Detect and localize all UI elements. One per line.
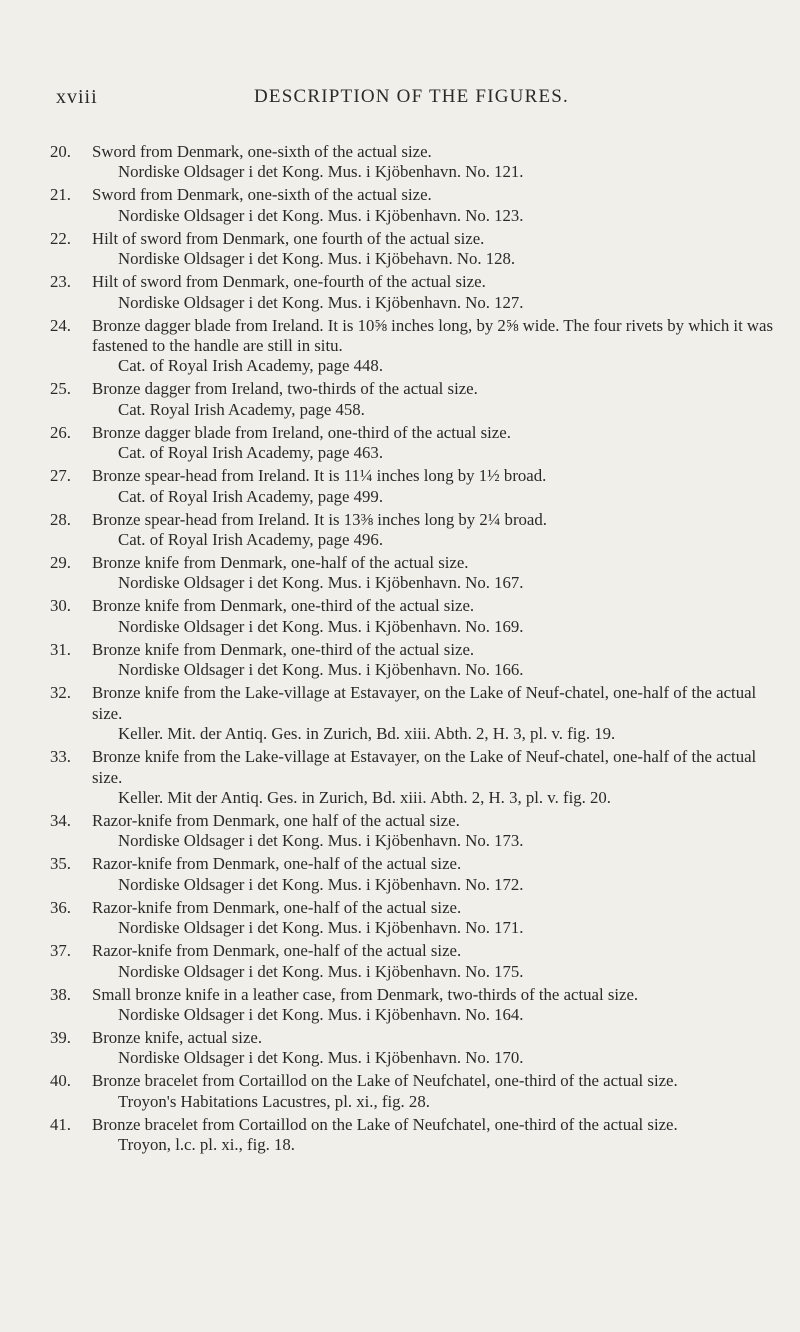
figure-entry xyxy=(50,747,778,808)
figure-reference: Troyon, l.c. pl. xi., fig. 18. xyxy=(118,1135,295,1155)
figure-number: 26. xyxy=(50,422,71,442)
figure-description: Bronze knife from Denmark, one-third of the actual size. xyxy=(92,596,475,616)
figure-description: Sword from Denmark, one-sixth of the actual size. xyxy=(92,185,432,205)
figure-number: 29. xyxy=(50,553,71,573)
figure-entry xyxy=(50,142,778,183)
figure-description: Bronze knife from Denmark, one-third of the actual size. xyxy=(92,639,475,659)
figure-entry xyxy=(50,898,778,939)
figure-entry xyxy=(50,379,778,420)
figure-reference: Nordiske Oldsager i det Kong. Mus. i Kjöbenhavn. No. 171. xyxy=(118,918,524,938)
figure-entry xyxy=(50,1028,778,1069)
figure-entry xyxy=(50,811,778,852)
figure-entry xyxy=(50,272,778,313)
figure-reference: Nordiske Oldsager i det Kong. Mus. i Kjöbenhavn. No. 175. xyxy=(118,961,524,981)
figure-entry xyxy=(50,316,778,377)
figure-number: 28. xyxy=(50,509,71,529)
figure-entry xyxy=(50,1115,778,1156)
figure-reference: Nordiske Oldsager i det Kong. Mus. i Kjöbenhavn. No. 173. xyxy=(118,831,524,851)
page-number: xviii xyxy=(56,86,98,108)
figure-description: Razor-knife from Denmark, one-half of the actual size. xyxy=(92,854,462,874)
figure-number: 38. xyxy=(50,984,71,1004)
figure-description: Hilt of sword from Denmark, one fourth of the actual size. xyxy=(92,228,485,248)
figure-number: 21. xyxy=(50,185,71,205)
figure-description: Razor-knife from Denmark, one-half of the actual size. xyxy=(92,941,462,961)
figure-number: 37. xyxy=(50,941,71,961)
figure-reference: Nordiske Oldsager i det Kong. Mus. i Kjöbenhavn. No. 169. xyxy=(118,616,524,636)
figure-reference: Keller. Mit. der Antiq. Ges. in Zurich, Bd. xiii. Abth. 2, H. 3, pl. v. fig. 19. xyxy=(118,724,616,744)
figure-description: Bronze spear-head from Ireland. It is 13⅜ inches long by 2¼ broad. xyxy=(92,509,547,529)
figure-reference: Cat. of Royal Irish Academy, page 463. xyxy=(118,443,384,463)
figure-number: 20. xyxy=(50,142,71,161)
figure-entry xyxy=(50,510,778,551)
figure-entry xyxy=(50,229,778,270)
figure-number: 32. xyxy=(50,683,71,703)
figure-number: 35. xyxy=(50,854,71,874)
figure-reference: Cat. Royal Irish Academy, page 458. xyxy=(118,399,365,419)
figure-number: 31. xyxy=(50,639,71,659)
figure-description: Bronze knife from Denmark, one-half of the actual size. xyxy=(92,553,469,573)
figure-list xyxy=(50,142,778,1158)
figure-description: Razor-knife from Denmark, one-half of the actual size. xyxy=(92,897,462,917)
figure-number: 25. xyxy=(50,379,71,399)
figure-entry xyxy=(50,985,778,1026)
figure-description: Bronze dagger from Ireland, two-thirds of the actual size. xyxy=(92,379,478,399)
figure-reference: Nordiske Oldsager i det Kong. Mus. i Kjöbenhavn. No. 164. xyxy=(118,1004,524,1024)
figure-reference: Nordiske Oldsager i det Kong. Mus. i Kjöbenhavn. No. 172. xyxy=(118,874,524,894)
figure-number: 39. xyxy=(50,1027,71,1047)
running-head: DESCRIPTION OF THE FIGURES. xyxy=(254,86,569,107)
figure-description: Bronze bracelet from Cortaillod on the Lake of Neufchatel, one-third of the actual size. xyxy=(92,1071,678,1091)
figure-reference: Nordiske Oldsager i det Kong. Mus. i Kjöbehavn. No. 128. xyxy=(118,249,516,269)
figure-description: Hilt of sword from Denmark, one-fourth of the actual size. xyxy=(92,272,486,292)
figure-entry xyxy=(50,185,778,226)
figure-entry xyxy=(50,596,778,637)
figure-entry xyxy=(50,941,778,982)
figure-entry xyxy=(50,683,778,744)
figure-description: Bronze dagger blade from Ireland, one-third of the actual size. xyxy=(92,422,511,442)
figure-number: 23. xyxy=(50,272,71,292)
figure-number: 33. xyxy=(50,747,71,767)
figure-description: Small bronze knife in a leather case, from Denmark, two-thirds of the actual size. xyxy=(92,984,639,1004)
figure-number: 40. xyxy=(50,1071,71,1091)
figure-description: Bronze knife from the Lake-village at Estavayer, on the Lake of Neuf-chatel, one-half of the actual size. xyxy=(92,683,757,723)
figure-description: Bronze knife, actual size. xyxy=(92,1027,263,1047)
figure-reference: Nordiske Oldsager i det Kong. Mus. i Kjöbenhavn. No. 166. xyxy=(118,660,524,680)
figure-reference: Keller. Mit der Antiq. Ges. in Zurich, Bd. xiii. Abth. 2, H. 3, pl. v. fig. 20. xyxy=(118,787,611,807)
figure-number: 34. xyxy=(50,810,71,830)
figure-entry xyxy=(50,854,778,895)
figure-reference: Cat. of Royal Irish Academy, page 499. xyxy=(118,486,384,506)
figure-number: 30. xyxy=(50,596,71,616)
figure-entry xyxy=(50,553,778,594)
figure-reference: Nordiske Oldsager i det Kong. Mus. i Kjöbenhavn. No. 121. xyxy=(118,162,524,182)
figure-description: Bronze dagger blade from Ireland. It is 10⅝ inches long, by 2⅝ wide. The four rivets by which it was fastened to the handle are still in situ. xyxy=(92,315,774,356)
figure-number: 27. xyxy=(50,466,71,486)
figure-entry xyxy=(50,423,778,464)
figure-description: Sword from Denmark, one-sixth of the actual size. xyxy=(92,142,432,161)
figure-entry xyxy=(50,640,778,681)
figure-reference: Nordiske Oldsager i det Kong. Mus. i Kjöbenhavn. No. 167. xyxy=(118,573,524,593)
figure-number: 41. xyxy=(50,1114,71,1134)
figure-description: Razor-knife from Denmark, one half of the actual size. xyxy=(92,810,460,830)
figure-entry xyxy=(50,466,778,507)
figure-number: 36. xyxy=(50,897,71,917)
figure-description: Bronze knife from the Lake-village at Estavayer, on the Lake of Neuf-chatel, one-half of the actual size. xyxy=(92,747,757,787)
figure-reference: Nordiske Oldsager i det Kong. Mus. i Kjöbenhavn. No. 127. xyxy=(118,292,524,312)
figure-number: 24. xyxy=(50,315,71,335)
figure-reference: Nordiske Oldsager i det Kong. Mus. i Kjöbenhavn. No. 123. xyxy=(118,205,524,225)
figure-reference: Troyon's Habitations Lacustres, pl. xi., fig. 28. xyxy=(118,1091,430,1111)
figure-reference: Cat. of Royal Irish Academy, page 448. xyxy=(118,356,384,376)
figure-reference: Nordiske Oldsager i det Kong. Mus. i Kjöbenhavn. No. 170. xyxy=(118,1048,524,1068)
figure-entry xyxy=(50,1071,778,1112)
figure-description: Bronze bracelet from Cortaillod on the Lake of Neufchatel, one-third of the actual size. xyxy=(92,1114,678,1134)
figure-description: Bronze spear-head from Ireland. It is 11¼ inches long by 1½ broad. xyxy=(92,466,547,486)
figure-reference: Cat. of Royal Irish Academy, page 496. xyxy=(118,530,384,550)
figure-number: 22. xyxy=(50,228,71,248)
